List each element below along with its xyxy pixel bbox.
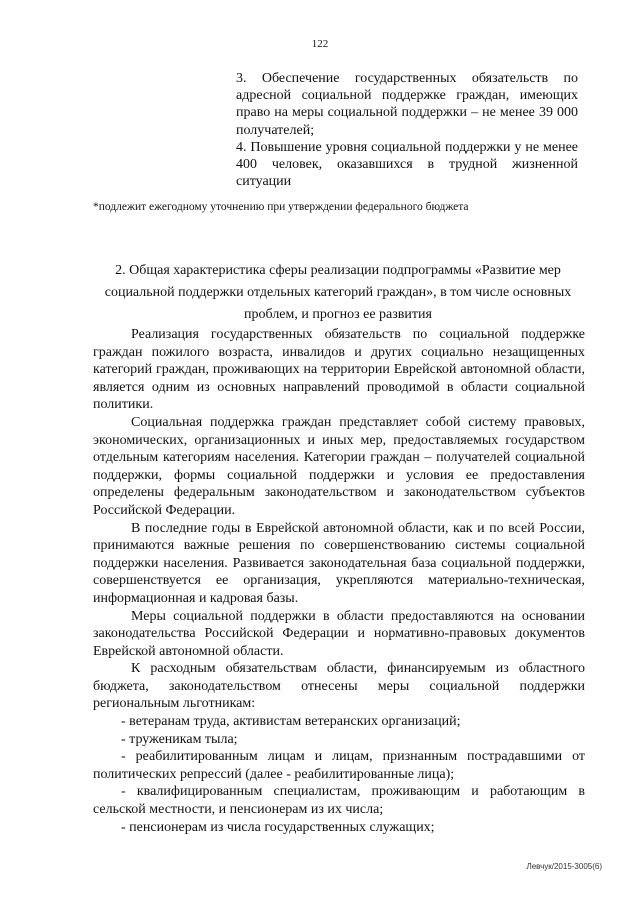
list-item: - реабилитированным лицам и лицам, признанным пострадавшими от политических репрессий (далее - реабилитированные лица);: [93, 749, 585, 782]
body-text: [93, 326, 585, 836]
paragraph: В последние годы в Еврейской автономной области, как и по всей России, принимаются важные решения по совершенствованию системы социальной поддержки населения. Развивается законодательная база социальной поддержки, совершенствуется ее организация, укрепляются материально-техническая, информационная и кадровая базы.: [93, 520, 585, 606]
paragraph: К расходным обязательствам области, финансируемым из областного бюджета, законодательством отнесены меры социальной поддержки региональным льготникам:: [93, 661, 585, 712]
goal-item: 3. Обеспечение государственных обязательств по адресной социальной поддержке граждан, имеющих право на меры социальной поддержки – не менее 39 000 получателей;: [236, 71, 578, 138]
list-item: - пенсионерам из числа государственных служащих;: [121, 819, 435, 835]
footnote: *подлежит ежегодному уточнению при утверждении федерального бюджета: [93, 201, 469, 213]
paragraph: Меры социальной поддержки в области предоставляются на основании законодательства Российской Федерации и нормативно-правовых документов Еврейской автономной области.: [93, 608, 585, 659]
goal-item: 4. Повышение уровня социальной поддержки у не менее 400 человек, оказавшихся в трудной жизненной ситуации: [236, 139, 578, 190]
paragraph: Социальная поддержка граждан представляет собой систему правовых, экономических, организационных и иных мер, предоставляемых государством отдельным категориям населения. Категории граждан – получателей социальной поддержки, формы социальной поддержки и условия ее предоставления определены федеральным законодательством и законодательством субъектов Российской Федерации.: [93, 414, 585, 518]
list-item: - труженикам тыла;: [121, 731, 238, 747]
document-signature: Левчук/2015-3005(6): [526, 862, 602, 871]
goals-list: [236, 70, 578, 190]
list-item: - ветеранам труда, активистам ветеранских организаций;: [121, 714, 461, 730]
paragraph: Реализация государственных обязательств по социальной поддержке граждан пожилого возраста, инвалидов и других социально незащищенных категорий граждан, проживающих на территории Еврейской автономной области, является одним из основных направлений проводимой в области социальной политики.: [93, 327, 585, 413]
list-item: - квалифицированным специалистам, проживающим и работающим в сельской местности, и пенсионерам из их числа;: [93, 784, 585, 818]
section-title: 2. Общая характеристика сферы реализации подпрограммы «Развитие мер социальной поддержки отдельных категорий граждан», в том числе основных проблем, и прогноз ее развития: [104, 263, 572, 322]
page-number: 122: [311, 38, 329, 50]
